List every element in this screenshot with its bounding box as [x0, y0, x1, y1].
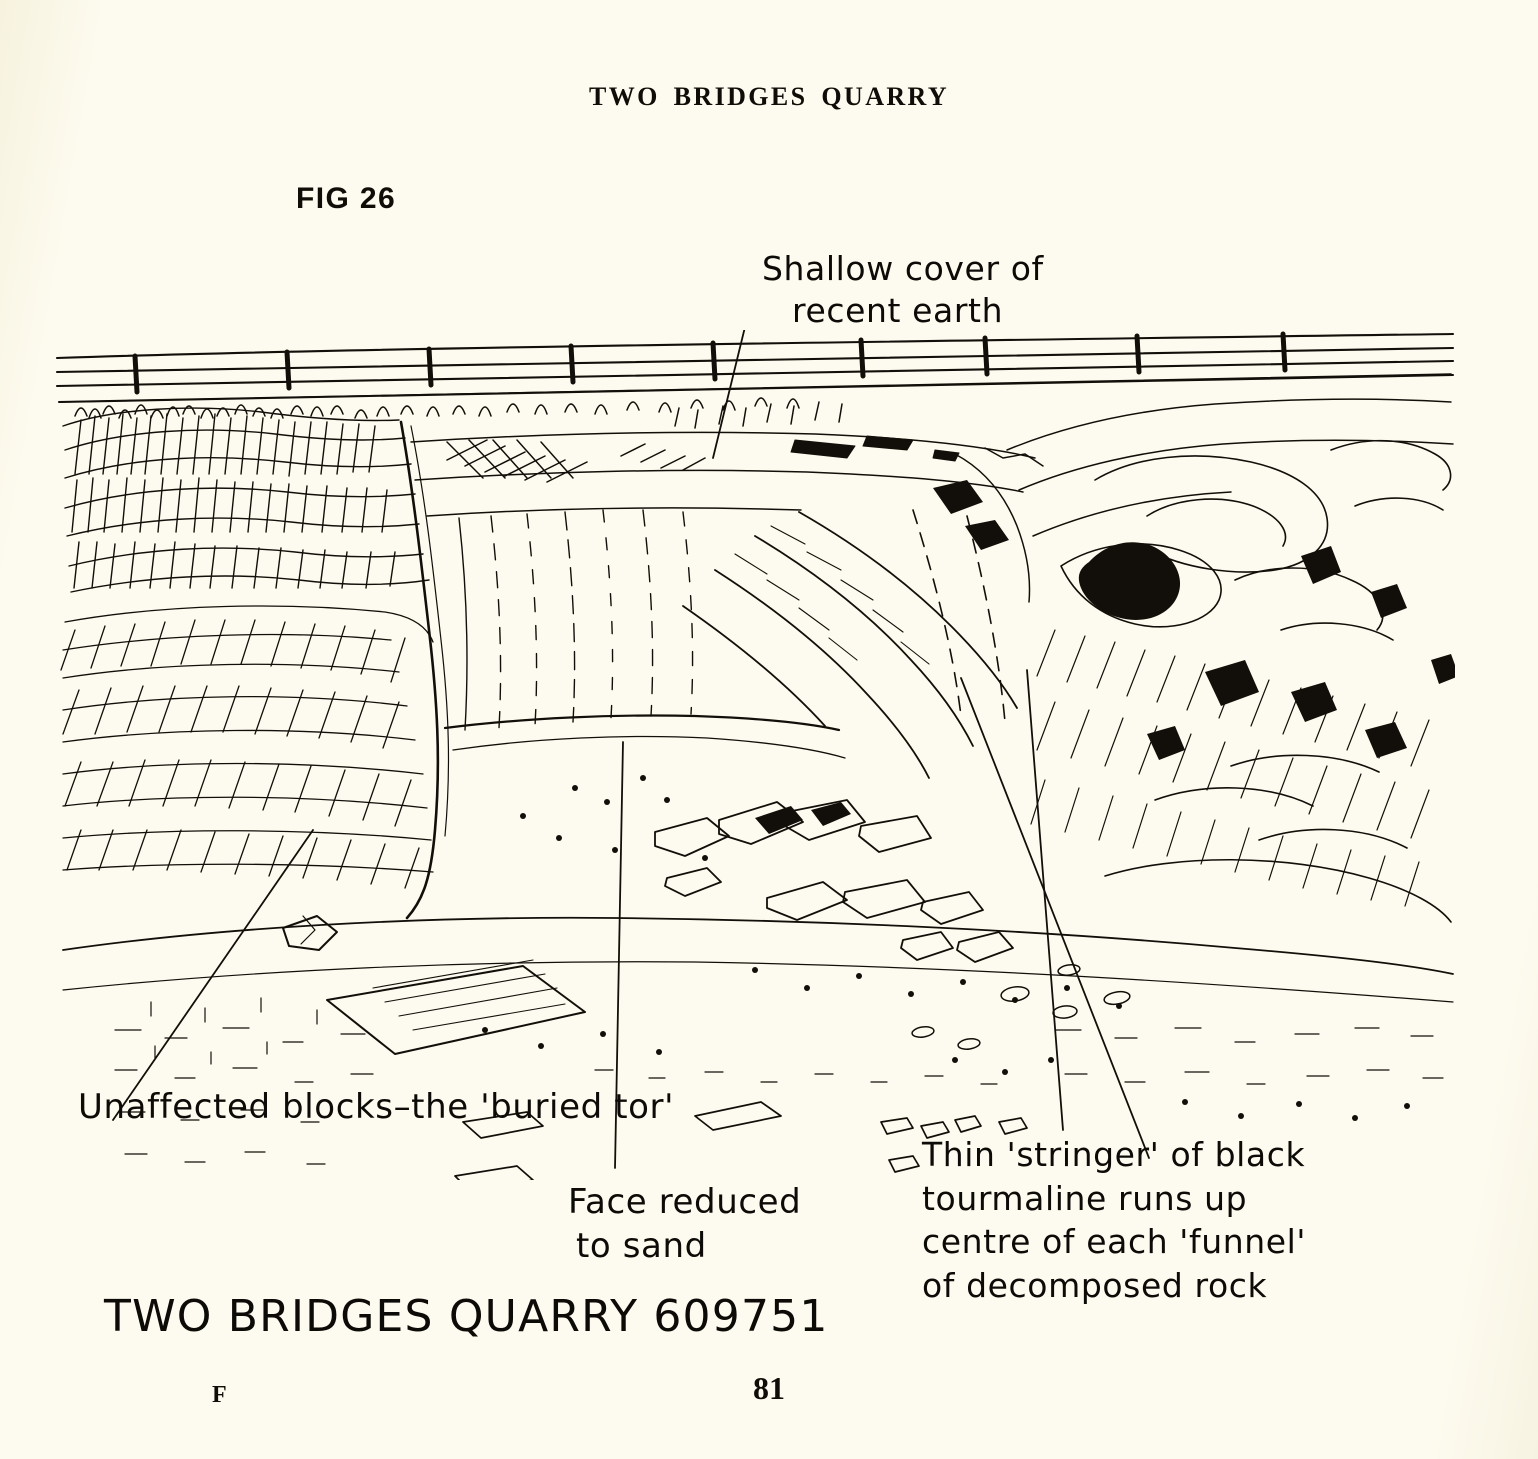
annotation-face-reduced — [568, 1180, 801, 1268]
annotation-tourmaline-stringer — [922, 1133, 1306, 1307]
annotation-stringer-line4: of decomposed rock — [922, 1265, 1268, 1305]
figure-caption-title: TWO BRIDGES QUARRY 609751 — [104, 1291, 829, 1342]
quarry-line-drawing — [55, 330, 1455, 1180]
annotation-face-reduced-line2: to sand — [576, 1226, 707, 1267]
figure-number-label: FIG 26 — [296, 182, 397, 215]
annotation-stringer-line1: Thin 'stringer' of black — [922, 1135, 1306, 1174]
annotation-shallow-cover — [762, 248, 1044, 332]
running-head: TWO BRIDGES QUARRY — [589, 82, 949, 111]
annotation-stringer-line2: tourmaline runs up — [922, 1178, 1248, 1218]
annotation-shallow-cover-line2: recent earth — [792, 291, 1004, 331]
annotation-face-reduced-line1: Face reduced — [568, 1182, 802, 1222]
annotation-shallow-cover-line1: Shallow cover of — [762, 249, 1044, 288]
annotation-unaffected-blocks: Unaffected blocks–the 'buried tor' — [78, 1087, 675, 1127]
annotation-stringer-line3: centre of each 'funnel' — [922, 1222, 1307, 1262]
signature-mark: F — [212, 1382, 227, 1408]
page-number: 81 — [753, 1370, 785, 1406]
